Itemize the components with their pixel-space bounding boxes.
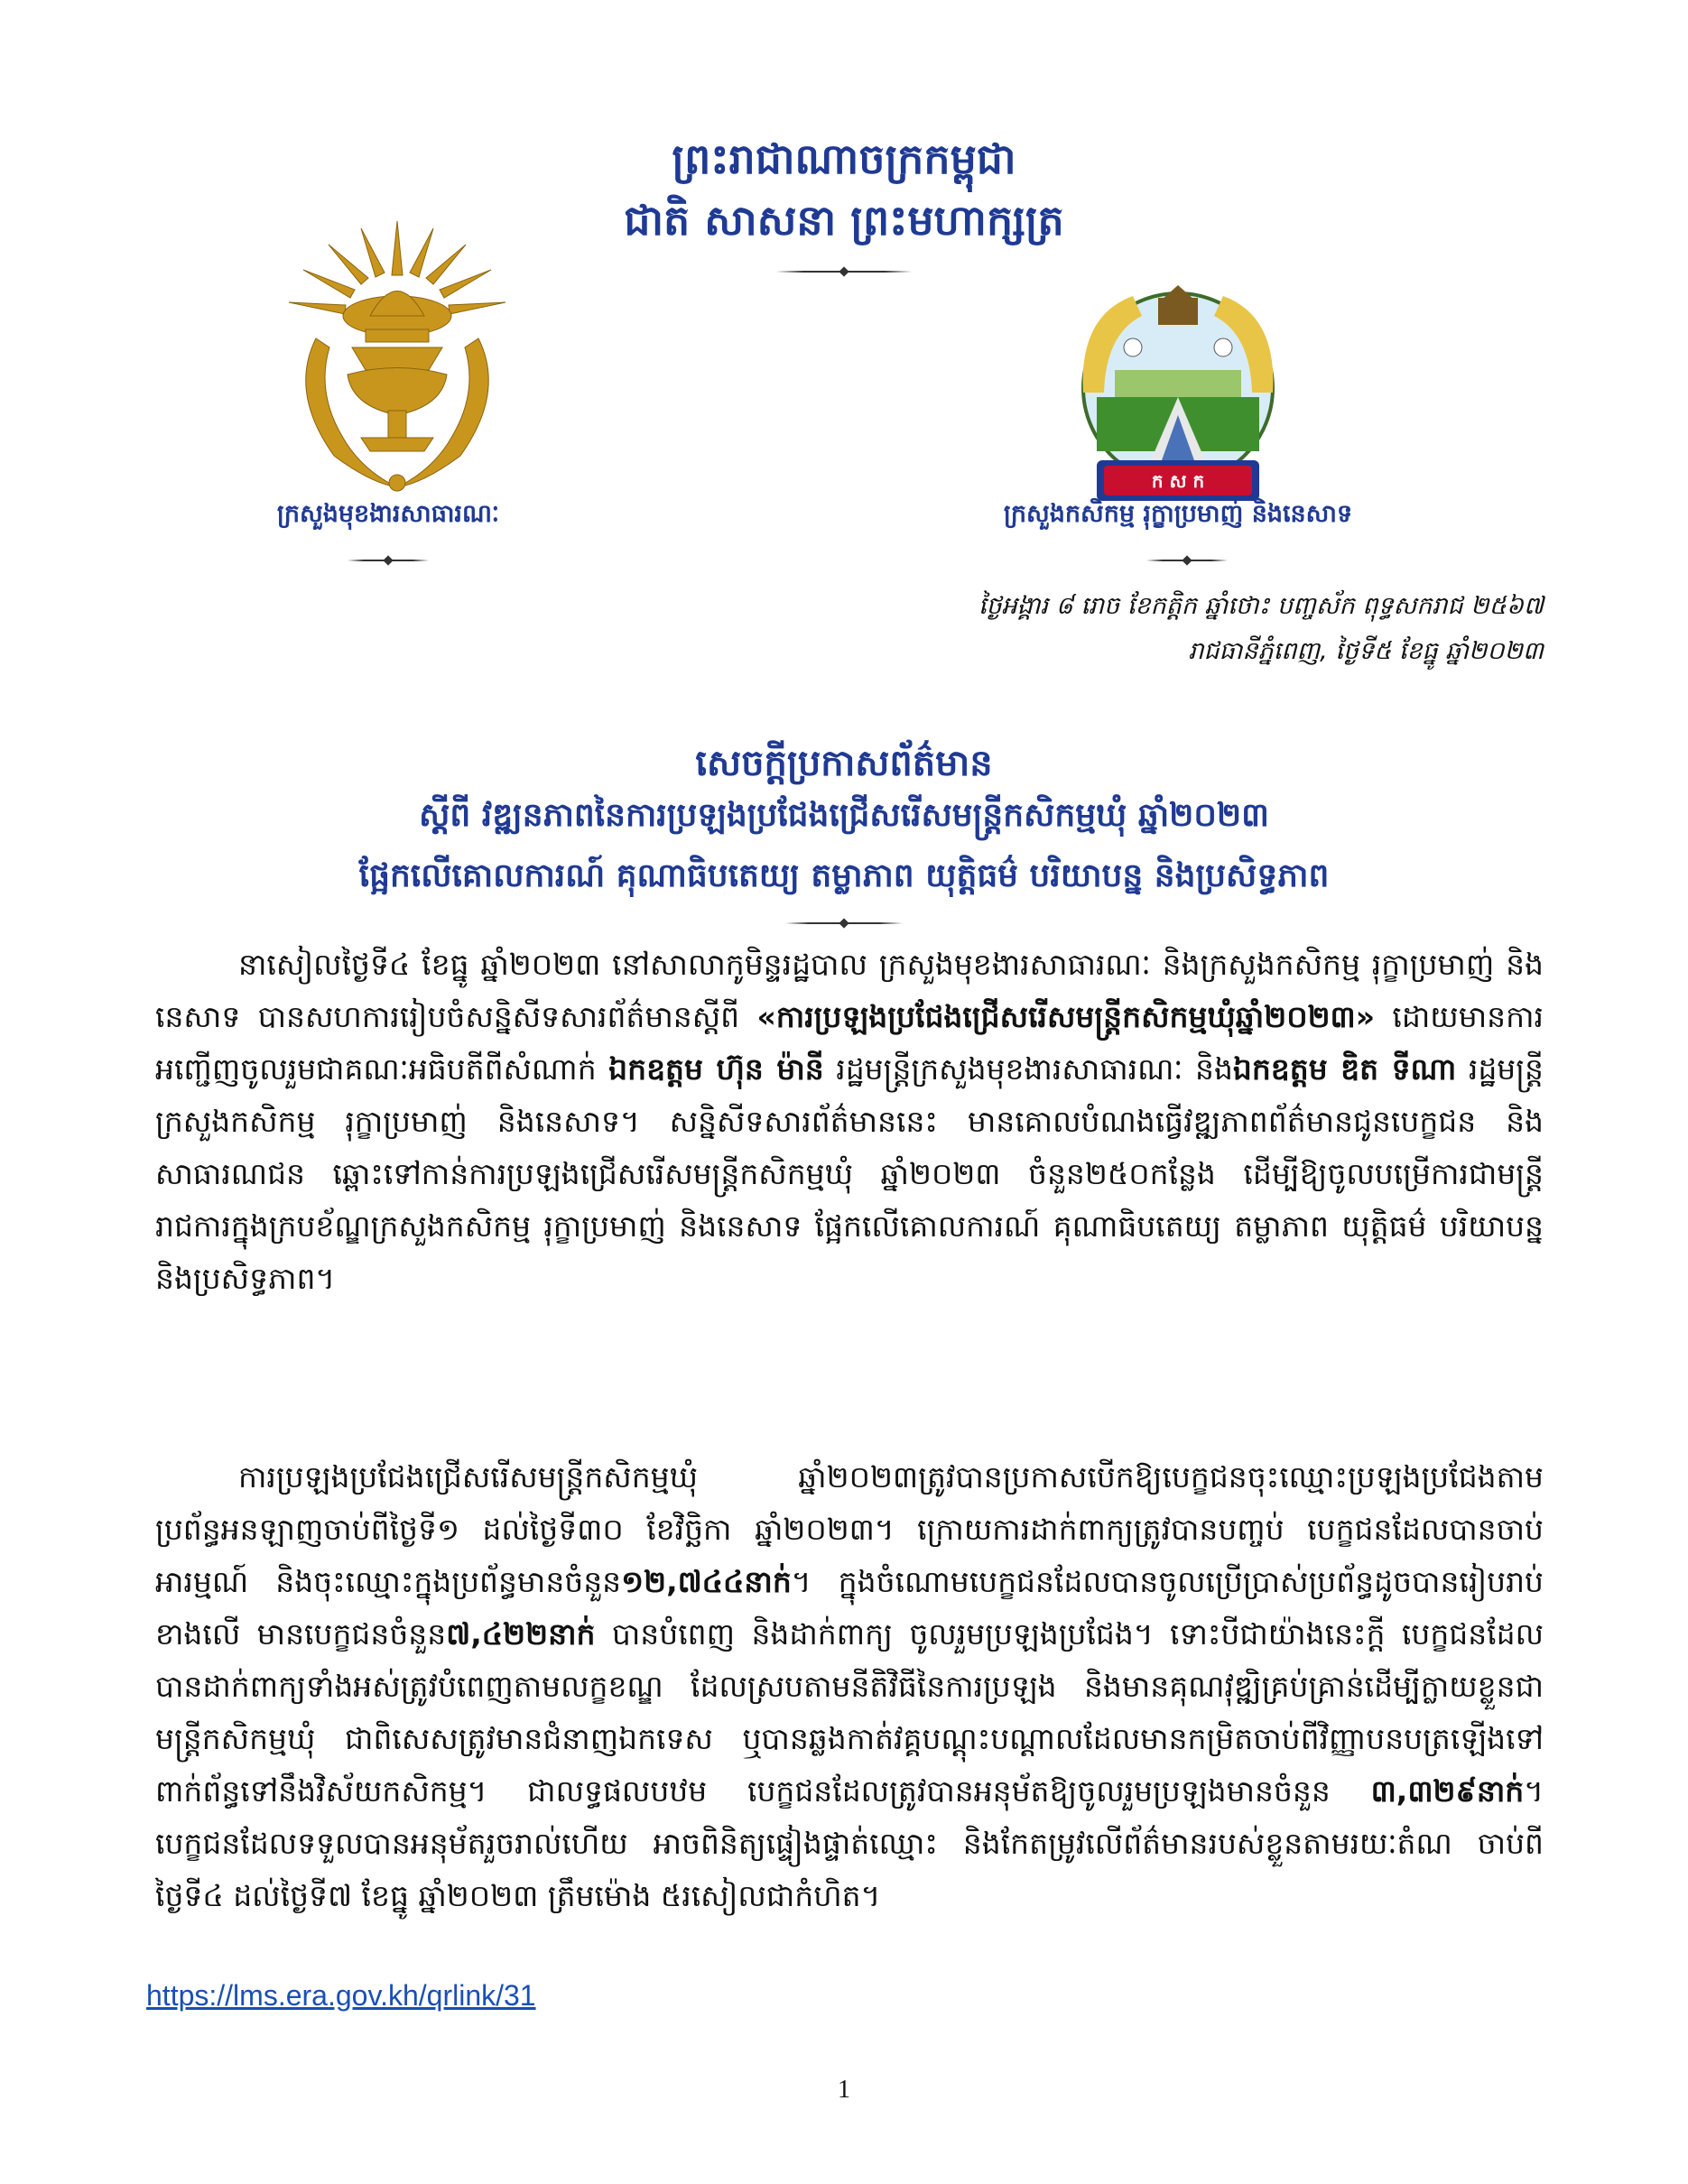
title-divider <box>785 922 903 924</box>
kingdom-title: ព្រះរាជាណាចក្រកម្ពុជា <box>672 134 1016 183</box>
minister-agriculture-name: ឯកឧត្តម ឌិត ទីណា <box>1232 1051 1457 1087</box>
paragraph-text: ។ ក្នុងចំណោមបេក្ខជនដែលបានចូលប្រើប្រាស់ប្រព័ន្ធដូចបានរៀបរាប់ខាងលើ មានបេក្ខជនចំនួន <box>155 1564 1544 1652</box>
header-divider <box>776 271 912 273</box>
seal-acronym: ក ស ក <box>1151 470 1205 492</box>
ministry-agriculture-name: ក្រសួងកសិកម្ម រុក្ខាប្រមាញ់ និងនេសាទ <box>1003 500 1353 528</box>
press-release-principles: ផ្អែកលើគោលការណ៍ គុណាធិបតេយ្យ តម្លាភាព យុត្តិធម៌ បរិយាបន្ន និងប្រសិទ្ធភាព <box>358 857 1330 894</box>
lunar-date: ថ្ងៃអង្គារ ៨ រោច ខែកត្តិក ឆ្នាំថោះ បញ្ចស័ក ពុទ្ធសករាជ ២៥៦៧ <box>978 592 1544 620</box>
press-release-subject: ស្តីពី វឌ្ឍនភាពនៃការប្រឡងប្រជែងជ្រើសរើសមន្ត្រីកសិកម្មឃុំ ឆ្នាំ២០២៣ <box>419 797 1269 834</box>
minister-civil-service-name: ឯកឧត្តម ហ៊ុន ម៉ានី <box>608 1051 824 1087</box>
paragraph-text: ដោយមានការអញ្ជើញចូលរួមជាគណៈអធិបតីពីសំណាក់ <box>155 999 1544 1087</box>
right-ministry-divider <box>1146 560 1228 561</box>
exam-name-bold: «ការប្រឡងប្រជែងជ្រើសរើសមន្ត្រីកសិកម្មឃុំឆ្នាំ២០២៣» <box>756 999 1376 1034</box>
paragraph-text: នាសៀលថ្ងៃទី៤ ខែធ្នូ ឆ្នាំ២០២៣ នៅសាលាកូមិន្ទរដ្ឋបាល ក្រសួងមុខងារសាធារណៈ និងក្រសួងកសិកម្ម រុក្ខាប្រមាញ់ និងនេសាទ បានសហការរៀបចំសន្និសីទសារព័ត៌មានស្តីពី <box>155 947 1544 1034</box>
national-motto: ជាតិ សាសនា ព្រះមហាក្សត្រ <box>624 196 1064 245</box>
ministry-civil-service-seal <box>262 212 533 501</box>
paragraph-text: រដ្ឋមន្ត្រីក្រសួងមុខងារសាធារណៈ និង <box>823 1051 1233 1087</box>
body-paragraph-1 <box>155 939 1544 1435</box>
applicant-count: ៧,៤២២នាក់ <box>446 1616 596 1652</box>
paragraph-text: ។ បេក្ខជនដែលទទួលបានអនុម័តរួចរាល់ហើយ អាចពិនិត្យផ្ទៀងផ្ទាត់ឈ្មោះ និងកែតម្រូវលើព័ត៌មានរបស់ខ្លួនតាមរយៈតំណ <box>155 1773 1544 1861</box>
body-paragraph-2 <box>155 1451 1544 2047</box>
ministry-agriculture-seal <box>1061 280 1295 523</box>
press-release-title: សេចក្តីប្រកាសព័ត៌មាន <box>695 743 993 784</box>
solar-date: រាជធានីភ្នំពេញ, ថ្ងៃទី៥ ខែធ្នូ ឆ្នាំ២០២៣ <box>1188 637 1544 665</box>
page-number: 1 <box>838 2076 850 2104</box>
paragraph-text: បានបំពេញ និងដាក់ពាក្យ ចូលរួមប្រឡងប្រជែង។ ទោះបីជាយ៉ាងនេះក្តី បេក្ខជនដែលបានដាក់ពាក្យទាំងអស់ត្រូវបំពេញតាមលក្ខខណ្ឌ ដែលស្របតាមនីតិវិធីនៃការប្រឡង និងមានគុណវុឌ្ឍិគ្រប់គ្រាន់ដើម្បីក្លាយខ្លួនជាមន្ត្រីកសិកម្មឃុំ ជាពិសេសត្រូវមានជំនាញឯកទេស ឬបានឆ្លងកាត់វគ្គបណ្តុះបណ្តាលដែលមានកម្រិតចាប់ពីវិញ្ញាបនបត្រឡើងទៅពាក់ព័ន្ធទៅនឹងវិស័យកសិកម្ម។ ជាលទ្ធផលបឋម បេក្ខជនដែលត្រូវបានអនុម័តឱ្យចូលរួមប្រឡងមានចំនួន <box>155 1616 1544 1809</box>
verification-link[interactable]: https://lms.era.gov.kh/qrlink/31 <box>146 1979 543 2013</box>
paragraph-text: ការប្រឡងប្រជែងជ្រើសរើសមន្ត្រីកសិកម្មឃុំ ឆ្នាំ២០២៣ត្រូវបានប្រកាសបើកឱ្យបេក្ខជនចុះឈ្មោះប្រឡងប្រជែងតាមប្រព័ន្ធអនឡាញចាប់ពីថ្ងៃទី១ ដល់ថ្ងៃទី៣០ ខែវិច្ឆិកា ឆ្នាំ២០២៣។ ក្រោយការដាក់ពាក្យត្រូវបានបញ្ចប់ បេក្ខជនដែលបានចាប់អារម្មណ៍ និងចុះឈ្មោះក្នុងប្រព័ន្ធមានចំនួន <box>155 1459 1544 1599</box>
ministry-civil-service-name: ក្រសួងមុខងារសាធារណៈ <box>276 500 500 528</box>
paragraph-text: ចាប់ពីថ្ងៃទី៤ ដល់ថ្ងៃទី៧ ខែធ្នូ ឆ្នាំ២០២៣ ត្រឹមម៉ោង ៥រសៀលជាកំហិត។ <box>155 1826 1544 1913</box>
approved-count: ៣,៣២៩នាក់ <box>1370 1773 1525 1809</box>
paragraph-text: រដ្ឋមន្ត្រីក្រសួងកសិកម្ម រុក្ខាប្រមាញ់ និងនេសាទ។ សន្និសីទសារព័ត៌មាននេះ មានគោលបំណងធ្វើវឌ្ឍភាពព័ត៌មានជូនបេក្ខជន និងសាធារណជន ឆ្ពោះទៅកាន់ការប្រឡងជ្រើសរើសមន្ត្រីកសិកម្មឃុំ ឆ្នាំ២០២៣ ចំនួន២៥០កន្លែង ដើម្បីឱ្យចូលបម្រើការជាមន្ត្រីរាជការក្នុងក្របខ័ណ្ឌក្រសួងកសិកម្ម រុក្ខាប្រមាញ់ និងនេសាទ ផ្អែកលើគោលការណ៍ គុណាធិបតេយ្យ តម្លាភាព យុត្តិធម៌ បរិយាបន្ន និងប្រសិទ្ធភាព។ <box>155 1051 1544 1296</box>
left-ministry-divider <box>348 560 429 561</box>
registered-count: ១២,៧៤៤នាក់ <box>621 1564 792 1599</box>
